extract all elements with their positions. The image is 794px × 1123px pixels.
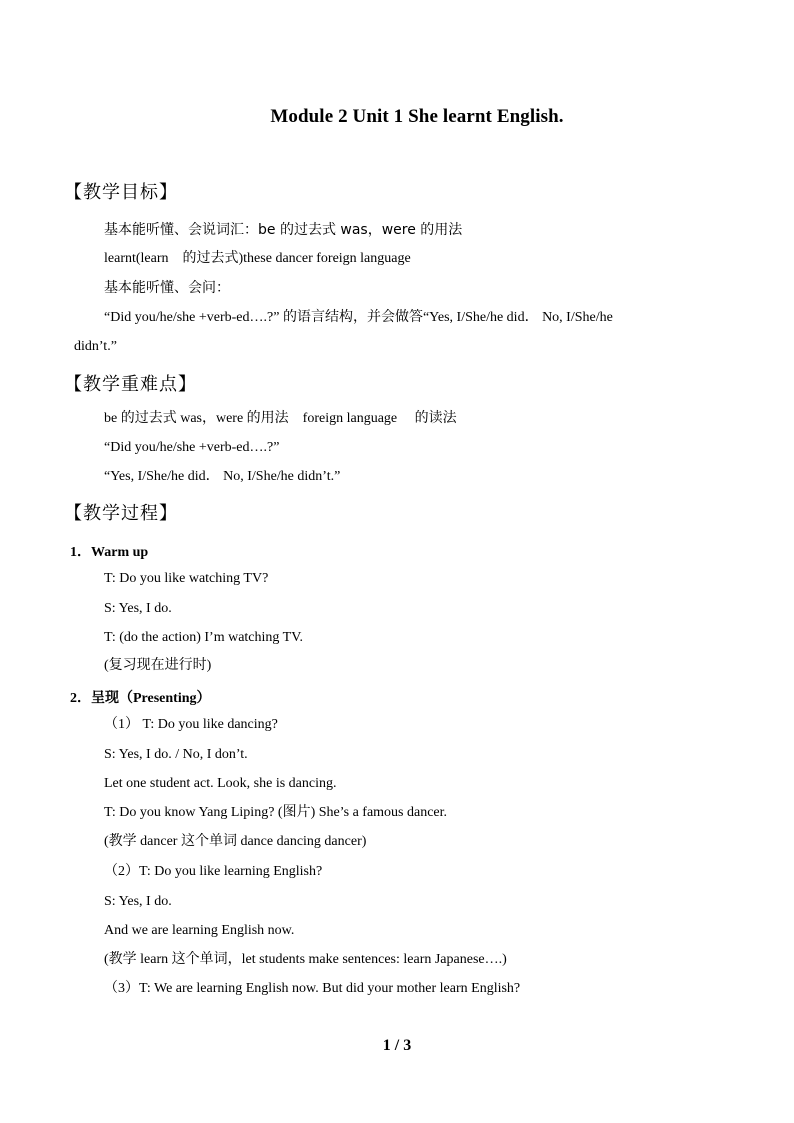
process-line: And we are learning English now. <box>104 923 295 938</box>
objective-line: 基本能听懂、会说词汇：be 的过去式 was，were 的用法 <box>104 222 463 238</box>
process-line: T: Do you like watching TV? <box>104 571 269 586</box>
process-line: (教学 learn 这个单词，let students make sentences: learn Japanese….) <box>104 952 507 967</box>
objective-line: 基本能听懂、会问： <box>104 280 230 296</box>
process-line: Let one student act. Look, she is dancing. <box>104 776 337 791</box>
process-line: T: (do the action) I’m watching TV. <box>104 630 304 645</box>
process-line: （1） T: Do you like dancing? <box>104 717 278 732</box>
objective-line: didn’t.” <box>74 339 117 354</box>
section-heading-process: 【教学过程】 <box>64 503 178 524</box>
page-indicator: 1 / 3 <box>382 1037 412 1054</box>
section-heading-objectives: 【教学目标】 <box>64 182 178 203</box>
key-point-line: “Yes, I/She/he did． No, I/She/he didn’t.” <box>104 469 341 484</box>
document-title: Module 2 Unit 1 She learnt English. <box>270 106 564 127</box>
process-line: S: Yes, I do. <box>104 894 172 909</box>
key-point-line: “Did you/he/she +verb-ed….?” <box>104 440 280 455</box>
process-line: (教学 dancer 这个单词 dance dancing dancer) <box>104 834 367 849</box>
process-line: S: Yes, I do. / No, I don’t. <box>104 747 248 762</box>
process-line: （2）T: Do you like learning English? <box>104 864 323 879</box>
section-heading-key-points: 【教学重难点】 <box>64 374 197 395</box>
process-line: T: Do you know Yang Liping? (图片) She’s a famous dancer. <box>104 805 448 820</box>
process-line: S: Yes, I do. <box>104 601 172 616</box>
objective-line: learnt(learn 的过去式)these dancer foreign language <box>104 251 411 266</box>
process-line: (复习现在进行时) <box>104 658 212 673</box>
objective-line: “Did you/he/she +verb-ed….?” 的语言结构，并会做答“Yes, I/She/he did． No, I/She/he <box>104 310 613 325</box>
step-heading-presenting: 2．呈现（Presenting） <box>70 691 211 706</box>
process-line: （3）T: We are learning English now. But did your mother learn English? <box>104 981 521 996</box>
step-heading-warm-up: 1．Warm up <box>70 545 149 560</box>
key-point-line: be 的过去式 was，were 的用法 foreign language 的读法 <box>104 411 457 426</box>
